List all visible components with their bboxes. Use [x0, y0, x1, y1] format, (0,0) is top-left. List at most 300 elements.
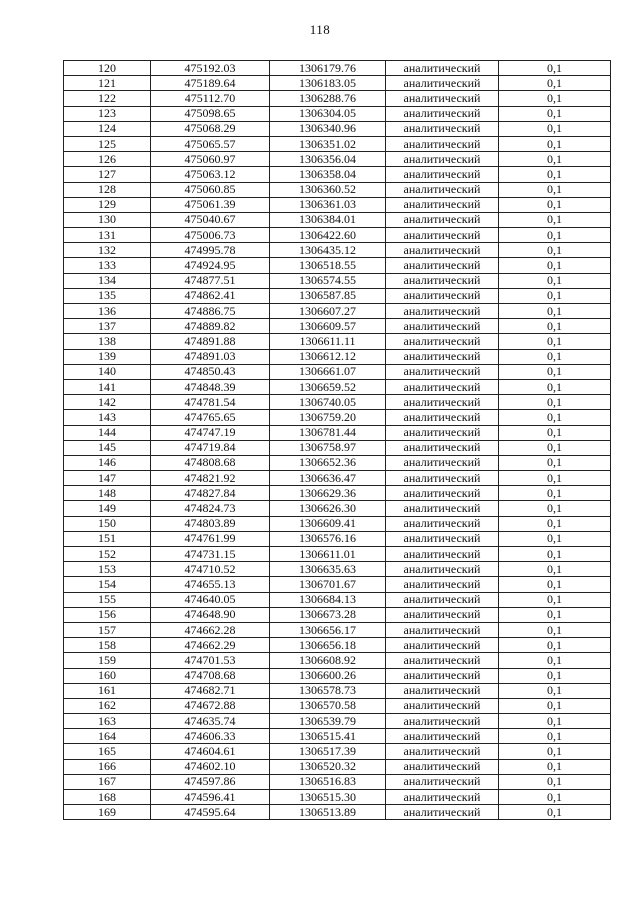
y-coordinate-cell: 1306288.76	[270, 91, 386, 106]
y-coordinate-cell: 1306517.39	[270, 744, 386, 759]
point-number-cell: 147	[64, 471, 151, 486]
y-coordinate-cell: 1306360.52	[270, 182, 386, 197]
x-coordinate-cell: 475112.70	[151, 91, 270, 106]
table-row	[64, 592, 611, 607]
y-coordinate-cell: 1306659.52	[270, 379, 386, 394]
point-number-cell: 155	[64, 592, 151, 607]
method-cell: аналитический	[386, 698, 499, 713]
table-row	[64, 197, 611, 212]
x-coordinate-cell: 474606.33	[151, 729, 270, 744]
x-coordinate-cell: 474708.68	[151, 668, 270, 683]
accuracy-cell: 0,1	[499, 501, 611, 516]
y-coordinate-cell: 1306608.92	[270, 653, 386, 668]
y-coordinate-cell: 1306304.05	[270, 106, 386, 121]
accuracy-cell: 0,1	[499, 607, 611, 622]
accuracy-cell: 0,1	[499, 410, 611, 425]
accuracy-cell: 0,1	[499, 106, 611, 121]
page-number: 118	[309, 22, 331, 37]
x-coordinate-cell: 474648.90	[151, 607, 270, 622]
x-coordinate-cell: 474761.99	[151, 531, 270, 546]
point-number-cell: 120	[64, 61, 151, 76]
method-cell: аналитический	[386, 61, 499, 76]
method-cell: аналитический	[386, 364, 499, 379]
method-cell: аналитический	[386, 136, 499, 151]
y-coordinate-cell: 1306513.89	[270, 805, 386, 820]
y-coordinate-cell: 1306629.36	[270, 486, 386, 501]
y-coordinate-cell: 1306587.85	[270, 288, 386, 303]
table-row	[64, 319, 611, 334]
y-coordinate-cell: 1306656.18	[270, 638, 386, 653]
y-coordinate-cell: 1306635.63	[270, 562, 386, 577]
method-cell: аналитический	[386, 304, 499, 319]
table-row	[64, 212, 611, 227]
accuracy-cell: 0,1	[499, 440, 611, 455]
method-cell: аналитический	[386, 167, 499, 182]
accuracy-cell: 0,1	[499, 91, 611, 106]
method-cell: аналитический	[386, 531, 499, 546]
table-row	[64, 334, 611, 349]
x-coordinate-cell: 475098.65	[151, 106, 270, 121]
method-cell: аналитический	[386, 182, 499, 197]
x-coordinate-cell: 475006.73	[151, 228, 270, 243]
point-number-cell: 168	[64, 790, 151, 805]
table-row	[64, 425, 611, 440]
x-coordinate-cell: 474808.68	[151, 455, 270, 470]
x-coordinate-cell: 474640.05	[151, 592, 270, 607]
table-row	[64, 304, 611, 319]
y-coordinate-cell: 1306435.12	[270, 243, 386, 258]
table-row	[64, 379, 611, 394]
table-row	[64, 547, 611, 562]
accuracy-cell: 0,1	[499, 76, 611, 91]
method-cell: аналитический	[386, 638, 499, 653]
x-coordinate-cell: 474602.10	[151, 759, 270, 774]
x-coordinate-cell: 474848.39	[151, 379, 270, 394]
point-number-cell: 151	[64, 531, 151, 546]
point-number-cell: 125	[64, 136, 151, 151]
x-coordinate-cell: 474765.65	[151, 410, 270, 425]
accuracy-cell: 0,1	[499, 121, 611, 136]
x-coordinate-cell: 474655.13	[151, 577, 270, 592]
accuracy-cell: 0,1	[499, 395, 611, 410]
table-row	[64, 91, 611, 106]
accuracy-cell: 0,1	[499, 698, 611, 713]
accuracy-cell: 0,1	[499, 349, 611, 364]
coordinates-table	[63, 60, 611, 820]
method-cell: аналитический	[386, 516, 499, 531]
x-coordinate-cell: 475061.39	[151, 197, 270, 212]
method-cell: аналитический	[386, 607, 499, 622]
table-row	[64, 531, 611, 546]
x-coordinate-cell: 475060.97	[151, 152, 270, 167]
table-row	[64, 349, 611, 364]
x-coordinate-cell: 475040.67	[151, 212, 270, 227]
x-coordinate-cell: 474803.89	[151, 516, 270, 531]
y-coordinate-cell: 1306758.97	[270, 440, 386, 455]
accuracy-cell: 0,1	[499, 790, 611, 805]
method-cell: аналитический	[386, 805, 499, 820]
point-number-cell: 123	[64, 106, 151, 121]
method-cell: аналитический	[386, 714, 499, 729]
y-coordinate-cell: 1306656.17	[270, 622, 386, 637]
method-cell: аналитический	[386, 729, 499, 744]
x-coordinate-cell: 474850.43	[151, 364, 270, 379]
table-row	[64, 683, 611, 698]
point-number-cell: 128	[64, 182, 151, 197]
table-row	[64, 167, 611, 182]
point-number-cell: 136	[64, 304, 151, 319]
method-cell: аналитический	[386, 547, 499, 562]
x-coordinate-cell: 475192.03	[151, 61, 270, 76]
y-coordinate-cell: 1306340.96	[270, 121, 386, 136]
table-row	[64, 714, 611, 729]
table-row	[64, 182, 611, 197]
x-coordinate-cell: 474682.71	[151, 683, 270, 698]
table-row	[64, 258, 611, 273]
y-coordinate-cell: 1306422.60	[270, 228, 386, 243]
x-coordinate-cell: 474719.84	[151, 440, 270, 455]
table-row	[64, 698, 611, 713]
x-coordinate-cell: 474731.15	[151, 547, 270, 562]
x-coordinate-cell: 474827.84	[151, 486, 270, 501]
method-cell: аналитический	[386, 577, 499, 592]
point-number-cell: 127	[64, 167, 151, 182]
x-coordinate-cell: 475065.57	[151, 136, 270, 151]
accuracy-cell: 0,1	[499, 319, 611, 334]
accuracy-cell: 0,1	[499, 653, 611, 668]
x-coordinate-cell: 474604.61	[151, 744, 270, 759]
accuracy-cell: 0,1	[499, 304, 611, 319]
x-coordinate-cell: 475060.85	[151, 182, 270, 197]
accuracy-cell: 0,1	[499, 668, 611, 683]
x-coordinate-cell: 474662.29	[151, 638, 270, 653]
point-number-cell: 142	[64, 395, 151, 410]
y-coordinate-cell: 1306356.04	[270, 152, 386, 167]
accuracy-cell: 0,1	[499, 258, 611, 273]
accuracy-cell: 0,1	[499, 622, 611, 637]
x-coordinate-cell: 474635.74	[151, 714, 270, 729]
table-row	[64, 61, 611, 76]
accuracy-cell: 0,1	[499, 774, 611, 789]
y-coordinate-cell: 1306574.55	[270, 273, 386, 288]
method-cell: аналитический	[386, 379, 499, 394]
point-number-cell: 146	[64, 455, 151, 470]
point-number-cell: 167	[64, 774, 151, 789]
accuracy-cell: 0,1	[499, 243, 611, 258]
point-number-cell: 160	[64, 668, 151, 683]
accuracy-cell: 0,1	[499, 61, 611, 76]
table-row	[64, 622, 611, 637]
y-coordinate-cell: 1306361.03	[270, 197, 386, 212]
y-coordinate-cell: 1306636.47	[270, 471, 386, 486]
accuracy-cell: 0,1	[499, 577, 611, 592]
accuracy-cell: 0,1	[499, 228, 611, 243]
table-row	[64, 273, 611, 288]
y-coordinate-cell: 1306515.30	[270, 790, 386, 805]
point-number-cell: 133	[64, 258, 151, 273]
point-number-cell: 169	[64, 805, 151, 820]
y-coordinate-cell: 1306684.13	[270, 592, 386, 607]
y-coordinate-cell: 1306612.12	[270, 349, 386, 364]
point-number-cell: 157	[64, 622, 151, 637]
y-coordinate-cell: 1306351.02	[270, 136, 386, 151]
y-coordinate-cell: 1306179.76	[270, 61, 386, 76]
accuracy-cell: 0,1	[499, 136, 611, 151]
y-coordinate-cell: 1306384.01	[270, 212, 386, 227]
point-number-cell: 156	[64, 607, 151, 622]
method-cell: аналитический	[386, 759, 499, 774]
accuracy-cell: 0,1	[499, 516, 611, 531]
point-number-cell: 140	[64, 364, 151, 379]
y-coordinate-cell: 1306673.28	[270, 607, 386, 622]
y-coordinate-cell: 1306609.57	[270, 319, 386, 334]
point-number-cell: 158	[64, 638, 151, 653]
y-coordinate-cell: 1306578.73	[270, 683, 386, 698]
accuracy-cell: 0,1	[499, 471, 611, 486]
point-number-cell: 153	[64, 562, 151, 577]
table-row	[64, 243, 611, 258]
table-row	[64, 486, 611, 501]
x-coordinate-cell: 474891.88	[151, 334, 270, 349]
table-row	[64, 440, 611, 455]
point-number-cell: 141	[64, 379, 151, 394]
method-cell: аналитический	[386, 562, 499, 577]
table-row	[64, 76, 611, 91]
point-number-cell: 148	[64, 486, 151, 501]
point-number-cell: 135	[64, 288, 151, 303]
x-coordinate-cell: 474672.88	[151, 698, 270, 713]
y-coordinate-cell: 1306740.05	[270, 395, 386, 410]
x-coordinate-cell: 474701.53	[151, 653, 270, 668]
table-row	[64, 562, 611, 577]
point-number-cell: 131	[64, 228, 151, 243]
method-cell: аналитический	[386, 319, 499, 334]
accuracy-cell: 0,1	[499, 683, 611, 698]
method-cell: аналитический	[386, 455, 499, 470]
point-number-cell: 130	[64, 212, 151, 227]
method-cell: аналитический	[386, 471, 499, 486]
point-number-cell: 161	[64, 683, 151, 698]
point-number-cell: 124	[64, 121, 151, 136]
y-coordinate-cell: 1306539.79	[270, 714, 386, 729]
table-row	[64, 501, 611, 516]
point-number-cell: 164	[64, 729, 151, 744]
accuracy-cell: 0,1	[499, 273, 611, 288]
accuracy-cell: 0,1	[499, 379, 611, 394]
method-cell: аналитический	[386, 106, 499, 121]
x-coordinate-cell: 474891.03	[151, 349, 270, 364]
accuracy-cell: 0,1	[499, 212, 611, 227]
point-number-cell: 137	[64, 319, 151, 334]
x-coordinate-cell: 474821.92	[151, 471, 270, 486]
method-cell: аналитический	[386, 91, 499, 106]
table-row	[64, 759, 611, 774]
method-cell: аналитический	[386, 152, 499, 167]
accuracy-cell: 0,1	[499, 197, 611, 212]
table-row	[64, 152, 611, 167]
y-coordinate-cell: 1306520.32	[270, 759, 386, 774]
point-number-cell: 129	[64, 197, 151, 212]
y-coordinate-cell: 1306781.44	[270, 425, 386, 440]
table-row	[64, 790, 611, 805]
accuracy-cell: 0,1	[499, 152, 611, 167]
method-cell: аналитический	[386, 228, 499, 243]
point-number-cell: 150	[64, 516, 151, 531]
y-coordinate-cell: 1306611.11	[270, 334, 386, 349]
coordinates-table-body	[64, 61, 611, 820]
x-coordinate-cell: 475189.64	[151, 76, 270, 91]
point-number-cell: 162	[64, 698, 151, 713]
point-number-cell: 144	[64, 425, 151, 440]
table-row	[64, 607, 611, 622]
accuracy-cell: 0,1	[499, 759, 611, 774]
method-cell: аналитический	[386, 395, 499, 410]
method-cell: аналитический	[386, 744, 499, 759]
table-row	[64, 136, 611, 151]
y-coordinate-cell: 1306652.36	[270, 455, 386, 470]
method-cell: аналитический	[386, 501, 499, 516]
point-number-cell: 154	[64, 577, 151, 592]
accuracy-cell: 0,1	[499, 167, 611, 182]
method-cell: аналитический	[386, 273, 499, 288]
x-coordinate-cell: 474995.78	[151, 243, 270, 258]
table-row	[64, 774, 611, 789]
method-cell: аналитический	[386, 425, 499, 440]
method-cell: аналитический	[386, 258, 499, 273]
accuracy-cell: 0,1	[499, 425, 611, 440]
accuracy-cell: 0,1	[499, 638, 611, 653]
x-coordinate-cell: 474889.82	[151, 319, 270, 334]
point-number-cell: 139	[64, 349, 151, 364]
point-number-cell: 126	[64, 152, 151, 167]
point-number-cell: 163	[64, 714, 151, 729]
x-coordinate-cell: 474596.41	[151, 790, 270, 805]
method-cell: аналитический	[386, 486, 499, 501]
point-number-cell: 138	[64, 334, 151, 349]
accuracy-cell: 0,1	[499, 486, 611, 501]
y-coordinate-cell: 1306759.20	[270, 410, 386, 425]
method-cell: аналитический	[386, 243, 499, 258]
y-coordinate-cell: 1306661.07	[270, 364, 386, 379]
table-row	[64, 364, 611, 379]
x-coordinate-cell: 475063.12	[151, 167, 270, 182]
table-row	[64, 729, 611, 744]
x-coordinate-cell: 474595.64	[151, 805, 270, 820]
point-number-cell: 166	[64, 759, 151, 774]
table-row	[64, 653, 611, 668]
method-cell: аналитический	[386, 76, 499, 91]
point-number-cell: 165	[64, 744, 151, 759]
y-coordinate-cell: 1306183.05	[270, 76, 386, 91]
accuracy-cell: 0,1	[499, 288, 611, 303]
table-row	[64, 455, 611, 470]
point-number-cell: 122	[64, 91, 151, 106]
table-row	[64, 121, 611, 136]
method-cell: аналитический	[386, 212, 499, 227]
x-coordinate-cell: 474824.73	[151, 501, 270, 516]
method-cell: аналитический	[386, 288, 499, 303]
x-coordinate-cell: 474710.52	[151, 562, 270, 577]
accuracy-cell: 0,1	[499, 805, 611, 820]
y-coordinate-cell: 1306607.27	[270, 304, 386, 319]
method-cell: аналитический	[386, 349, 499, 364]
y-coordinate-cell: 1306515.41	[270, 729, 386, 744]
y-coordinate-cell: 1306518.55	[270, 258, 386, 273]
table-row	[64, 516, 611, 531]
accuracy-cell: 0,1	[499, 744, 611, 759]
method-cell: аналитический	[386, 790, 499, 805]
method-cell: аналитический	[386, 334, 499, 349]
x-coordinate-cell: 475068.29	[151, 121, 270, 136]
accuracy-cell: 0,1	[499, 334, 611, 349]
y-coordinate-cell: 1306358.04	[270, 167, 386, 182]
method-cell: аналитический	[386, 774, 499, 789]
method-cell: аналитический	[386, 592, 499, 607]
method-cell: аналитический	[386, 622, 499, 637]
x-coordinate-cell: 474862.41	[151, 288, 270, 303]
y-coordinate-cell: 1306576.16	[270, 531, 386, 546]
x-coordinate-cell: 474747.19	[151, 425, 270, 440]
x-coordinate-cell: 474924.95	[151, 258, 270, 273]
y-coordinate-cell: 1306570.58	[270, 698, 386, 713]
accuracy-cell: 0,1	[499, 547, 611, 562]
accuracy-cell: 0,1	[499, 729, 611, 744]
method-cell: аналитический	[386, 440, 499, 455]
point-number-cell: 149	[64, 501, 151, 516]
y-coordinate-cell: 1306701.67	[270, 577, 386, 592]
table-row	[64, 410, 611, 425]
accuracy-cell: 0,1	[499, 531, 611, 546]
table-row	[64, 288, 611, 303]
point-number-cell: 143	[64, 410, 151, 425]
point-number-cell: 152	[64, 547, 151, 562]
table-row	[64, 395, 611, 410]
method-cell: аналитический	[386, 683, 499, 698]
y-coordinate-cell: 1306626.30	[270, 501, 386, 516]
point-number-cell: 159	[64, 653, 151, 668]
y-coordinate-cell: 1306609.41	[270, 516, 386, 531]
accuracy-cell: 0,1	[499, 182, 611, 197]
point-number-cell: 121	[64, 76, 151, 91]
y-coordinate-cell: 1306600.26	[270, 668, 386, 683]
table-row	[64, 577, 611, 592]
point-number-cell: 134	[64, 273, 151, 288]
table-row	[64, 638, 611, 653]
accuracy-cell: 0,1	[499, 455, 611, 470]
method-cell: аналитический	[386, 410, 499, 425]
method-cell: аналитический	[386, 197, 499, 212]
x-coordinate-cell: 474886.75	[151, 304, 270, 319]
method-cell: аналитический	[386, 121, 499, 136]
accuracy-cell: 0,1	[499, 562, 611, 577]
accuracy-cell: 0,1	[499, 714, 611, 729]
accuracy-cell: 0,1	[499, 364, 611, 379]
y-coordinate-cell: 1306611.01	[270, 547, 386, 562]
point-number-cell: 132	[64, 243, 151, 258]
x-coordinate-cell: 474597.86	[151, 774, 270, 789]
point-number-cell: 145	[64, 440, 151, 455]
table-row	[64, 106, 611, 121]
x-coordinate-cell: 474662.28	[151, 622, 270, 637]
table-row	[64, 744, 611, 759]
x-coordinate-cell: 474877.51	[151, 273, 270, 288]
accuracy-cell: 0,1	[499, 592, 611, 607]
method-cell: аналитический	[386, 653, 499, 668]
table-row	[64, 805, 611, 820]
x-coordinate-cell: 474781.54	[151, 395, 270, 410]
table-row	[64, 471, 611, 486]
table-row	[64, 668, 611, 683]
